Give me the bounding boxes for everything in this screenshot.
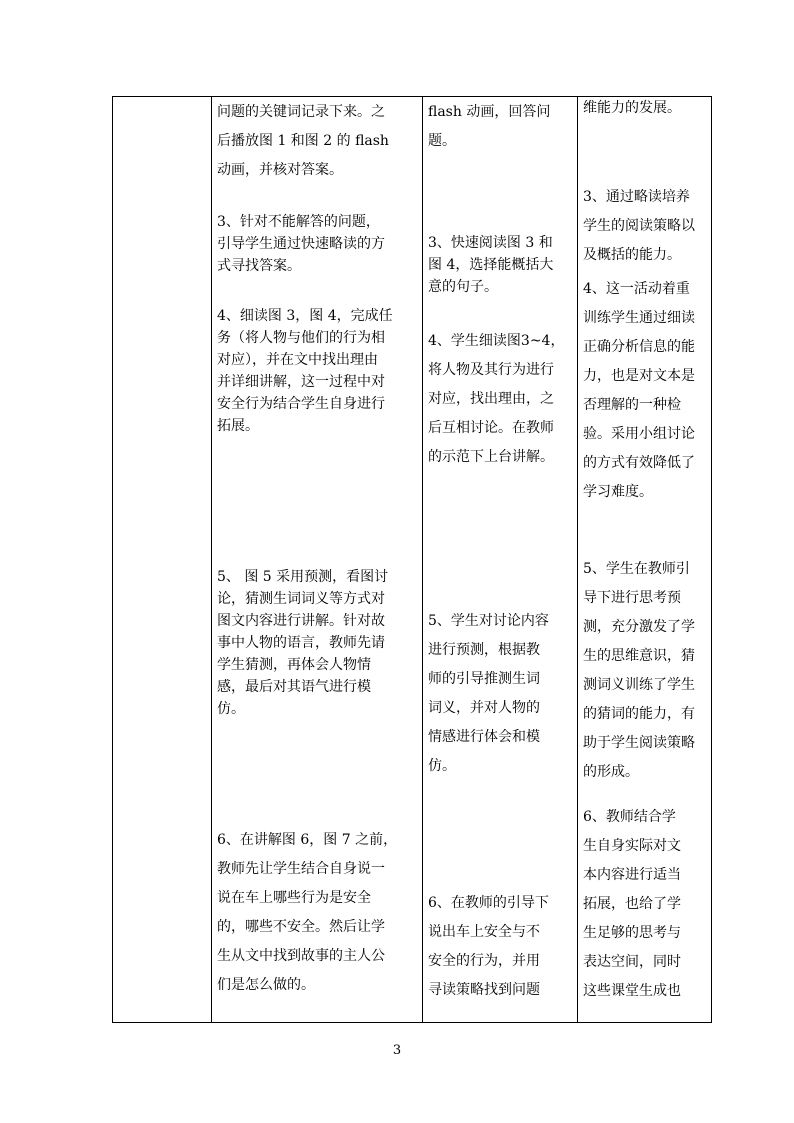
design-intent-block-4 bbox=[583, 555, 709, 787]
text-line: flash 动画，回答问 bbox=[428, 104, 551, 120]
text-line: 词义，并对人物的 bbox=[428, 700, 540, 716]
text-line: 测，充分激发了学 bbox=[583, 619, 695, 635]
text-line: 意的句子。 bbox=[428, 279, 498, 295]
text-line: 事中人物的语言，教师先请 bbox=[217, 635, 385, 651]
design-intent-block-2 bbox=[583, 183, 709, 270]
text-line: 进行预测，根据教 bbox=[428, 642, 540, 658]
text-line: 本内容进行适当 bbox=[583, 867, 681, 883]
text-line: 生从文中找到故事的主人公 bbox=[217, 948, 385, 964]
column-border-right bbox=[711, 96, 712, 1023]
teacher-activity-block-2 bbox=[217, 211, 417, 277]
student-activity-block-4 bbox=[428, 607, 572, 781]
text-line: 生足够的思考与 bbox=[583, 925, 681, 941]
text-line: 力，也是对文本是 bbox=[583, 368, 695, 384]
text-line: 说出车上安全与不 bbox=[428, 924, 540, 940]
text-line: 及概括的能力。 bbox=[583, 247, 681, 263]
text-line: 的方式有效降低了 bbox=[583, 455, 695, 471]
text-line: 图文内容进行讲解。针对故 bbox=[217, 613, 385, 629]
text-line: 维能力的发展。 bbox=[583, 100, 681, 116]
text-line: 5、学生在教师引 bbox=[583, 561, 690, 577]
teacher-activity-block-1 bbox=[217, 98, 417, 185]
text-line: 将人物及其行为进行 bbox=[428, 362, 554, 378]
text-line: 学习难度。 bbox=[583, 484, 653, 500]
text-line: 论，猜测生词词义等方式对 bbox=[217, 591, 385, 607]
text-line: 后互相讨论。在教师 bbox=[428, 420, 554, 436]
text-line: 表达空间，同时 bbox=[583, 954, 681, 970]
text-line: 寻读策略找到问题 bbox=[428, 982, 540, 998]
text-line: 6、在教师的引导下 bbox=[428, 895, 549, 911]
text-line: 图 4，选择能概括大 bbox=[428, 257, 554, 273]
text-line: 4、细读图 3，图 4，完成任 bbox=[217, 308, 393, 324]
text-line: 这些课堂生成也 bbox=[583, 983, 681, 999]
text-line: 的形成。 bbox=[583, 764, 639, 780]
text-line: 的示范下上台讲解。 bbox=[428, 449, 554, 465]
text-line: 拓展。 bbox=[217, 418, 259, 434]
text-line: 3、针对不能解答的问题， bbox=[217, 214, 380, 230]
text-line: 仿。 bbox=[217, 701, 245, 717]
text-line: 3、快速阅读图 3 和 bbox=[428, 235, 553, 251]
design-intent-block-5 bbox=[583, 803, 709, 1006]
table-bottom-border bbox=[112, 1022, 712, 1023]
text-line: 生自身实际对文 bbox=[583, 838, 681, 854]
text-line: 训练学生通过细读 bbox=[583, 310, 695, 326]
text-line: 助于学生阅读策略 bbox=[583, 735, 695, 751]
teacher-activity-block-3 bbox=[217, 305, 417, 437]
text-line: 测词义训练了学生 bbox=[583, 677, 695, 693]
text-line: 的猜词的能力，有 bbox=[583, 706, 695, 722]
text-line: 学生猜测，再体会人物情 bbox=[217, 657, 371, 673]
student-activity-block-2 bbox=[428, 232, 572, 298]
student-activity-block-3 bbox=[428, 327, 572, 472]
text-line: 后播放图 1 和图 2 的 flash bbox=[217, 133, 389, 149]
text-line: 正确分析信息的能 bbox=[583, 339, 695, 355]
text-line: 务（将人物与他们的行为相 bbox=[217, 330, 385, 346]
text-line: 题。 bbox=[428, 133, 456, 149]
text-line: 4、这一活动着重 bbox=[583, 281, 690, 297]
design-intent-block-1 bbox=[583, 97, 709, 119]
column-border-1 bbox=[211, 96, 212, 1023]
text-line: 对应），并在文中找出理由 bbox=[217, 352, 378, 368]
text-line: 拓展，也给了学 bbox=[583, 896, 681, 912]
text-line: 问题的关键词记录下来。之 bbox=[217, 104, 385, 120]
text-line: 并详细讲解，这一过程中对 bbox=[217, 374, 385, 390]
text-line: 安全的行为，并用 bbox=[428, 953, 540, 969]
text-line: 6、在讲解图 6，图 7 之前， bbox=[217, 832, 398, 848]
column-border-2 bbox=[422, 96, 423, 1023]
text-line: 师的引导推测生词 bbox=[428, 671, 540, 687]
text-line: 感，最后对其语气进行模 bbox=[217, 679, 371, 695]
text-line: 验。采用小组讨论 bbox=[583, 426, 695, 442]
student-activity-block-1 bbox=[428, 98, 572, 156]
text-line: 5、 图 5 采用预测，看图讨 bbox=[217, 569, 389, 585]
text-line: 教师先让学生结合自身说一 bbox=[217, 861, 385, 877]
student-activity-block-5 bbox=[428, 889, 572, 1005]
column-border-left bbox=[112, 96, 113, 1023]
teacher-activity-block-5 bbox=[217, 826, 417, 1000]
text-line: 学生的阅读策略以 bbox=[583, 218, 695, 234]
text-line: 说在车上哪些行为是安全 bbox=[217, 890, 371, 906]
page-number: 3 bbox=[392, 1043, 402, 1058]
text-line: 情感进行体会和模 bbox=[428, 729, 540, 745]
text-line: 式寻找答案。 bbox=[217, 258, 301, 274]
text-line: 安全行为结合学生自身进行 bbox=[217, 396, 385, 412]
text-line: 导下进行思考预 bbox=[583, 590, 681, 606]
text-line: 生的思维意识，猜 bbox=[583, 648, 695, 664]
text-line: 4、学生细读图3~4， bbox=[428, 333, 565, 349]
text-line: 5、学生对讨论内容 bbox=[428, 613, 549, 629]
column-border-3 bbox=[577, 96, 578, 1023]
text-line: 动画，并核对答案。 bbox=[217, 162, 343, 178]
text-line: 的，哪些不安全。然后让学 bbox=[217, 919, 385, 935]
text-line: 3、通过略读培养 bbox=[583, 189, 690, 205]
text-line: 引导学生通过快速略读的方 bbox=[217, 236, 385, 252]
text-line: 否理解的一种检 bbox=[583, 397, 681, 413]
text-line: 仿。 bbox=[428, 758, 456, 774]
teacher-activity-block-4 bbox=[217, 566, 417, 720]
text-line: 6、教师结合学 bbox=[583, 809, 676, 825]
text-line: 们是怎么做的。 bbox=[217, 977, 315, 993]
design-intent-block-3 bbox=[583, 275, 709, 507]
text-line: 对应，找出理由，之 bbox=[428, 391, 554, 407]
